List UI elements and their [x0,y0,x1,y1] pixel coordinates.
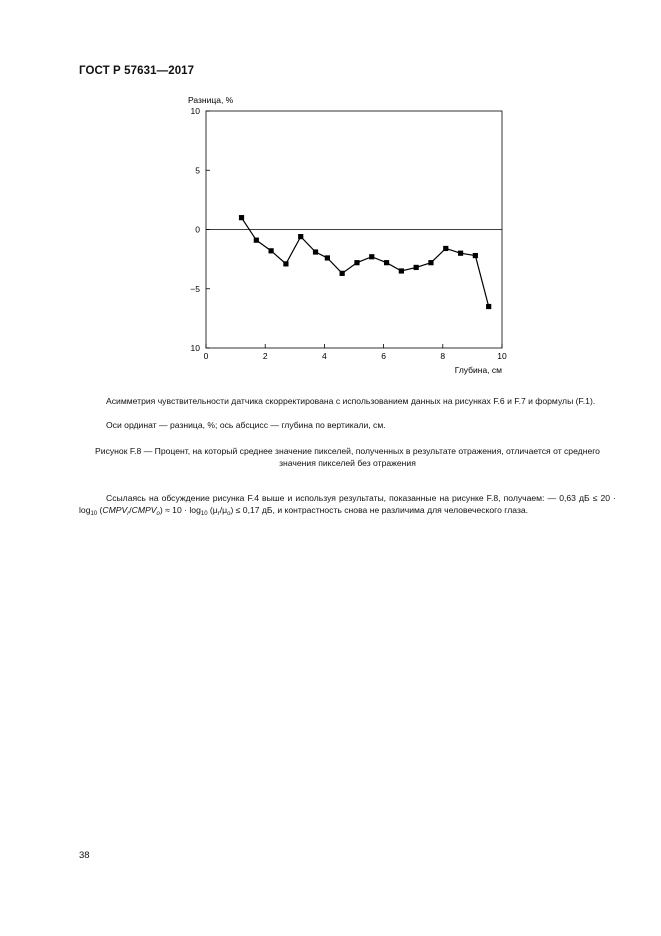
mu-r: (μ [207,505,218,515]
x-tick-label: 10 [497,351,507,361]
para-start: Ссылаясь на обсуждение рисунка F.4 выше и используя результаты, показанные на рисунке F.8, получаем: — 0,63 дБ ≤ 20 · log [79,493,616,515]
x-tick-label: 6 [381,351,386,361]
data-point [298,234,303,239]
x-axis-label: Глубина, см [454,365,502,375]
y-tick-label: 10 [190,106,200,116]
x-tick-label: 8 [440,351,446,361]
x-tick-label: 2 [262,351,268,361]
log-subscript-1: 10 [90,511,98,517]
page-number: 38 [79,850,90,861]
data-point [254,238,259,243]
data-point [269,248,274,253]
data-point [354,260,359,265]
mu-o-subscript: o [227,511,231,517]
note-line-1: Асимметрия чувствительности датчика скорректирована с использованием данных на рисунках F.6 и F.7 и формулы (F.1). [106,396,596,406]
figure-caption: Рисунок F.8 — Процент, на который среднее значение пикселей, полученных в результате отражения, отличается от среднего значения пикселей без отражения [95,446,600,468]
series-line [242,218,489,307]
cmpv-slash: / [129,505,132,515]
data-point [473,253,478,258]
data-point [458,251,463,256]
data-point [313,249,318,254]
data-point [384,260,389,265]
mu-r-subscript: r [217,511,220,517]
x-tick-label: 4 [322,351,327,361]
y-tick-label: −5 [190,283,200,294]
y-tick-label: 0 [195,224,200,235]
data-point [414,265,419,270]
data-point [443,246,448,251]
cmpv-r: CMPV [102,505,128,515]
y-tick-label: 10 [190,343,200,353]
cmpv-o: CMPV [131,505,157,515]
cmpv-o-subscript: o [156,511,160,517]
chart-svg [170,92,530,382]
log-subscript-2: 10 [200,511,208,517]
data-point [369,254,374,259]
chart [170,92,530,382]
x-tick-label: 0 [203,351,209,361]
document-header: ГОСТ Р 57631—2017 [79,65,195,77]
x-ticks [204,344,507,361]
mu-o: /μ [219,505,228,515]
cmpv-r-subscript: r [127,511,130,517]
data-point [283,261,288,266]
y-axis-label: Разница, % [188,95,234,105]
data-point [239,215,244,220]
para-end: ) ≤ 0,17 дБ, и контрастность снова не различима для человеческого глаза. [230,505,529,515]
data-point [486,304,491,309]
formula-middle: ) ≈ 10 · log [159,505,201,515]
y-tick-label: 5 [195,165,200,176]
data-point [325,255,330,260]
note-line-2: Оси ординат — разница, %; ось абсцисс — глубина по вертикали, см. [106,420,386,430]
body-paragraph: Ссылаясь на обсуждение рисунка F.4 выше и используя результаты, показанные на рисунке F.8, получаем: — 0,63 дБ ≤ $20 \cdot \log_{10}$ $(CMPV_r/CMPV_o) \approx 10 \cdot \log_{10} (\mu_r/\mu_o) \le 0,17$ дБ, и контрастность снова не различима для человеческого глаза. [79,493,616,517]
data-point [428,260,433,265]
data-point [340,271,345,276]
data-point [399,268,404,273]
